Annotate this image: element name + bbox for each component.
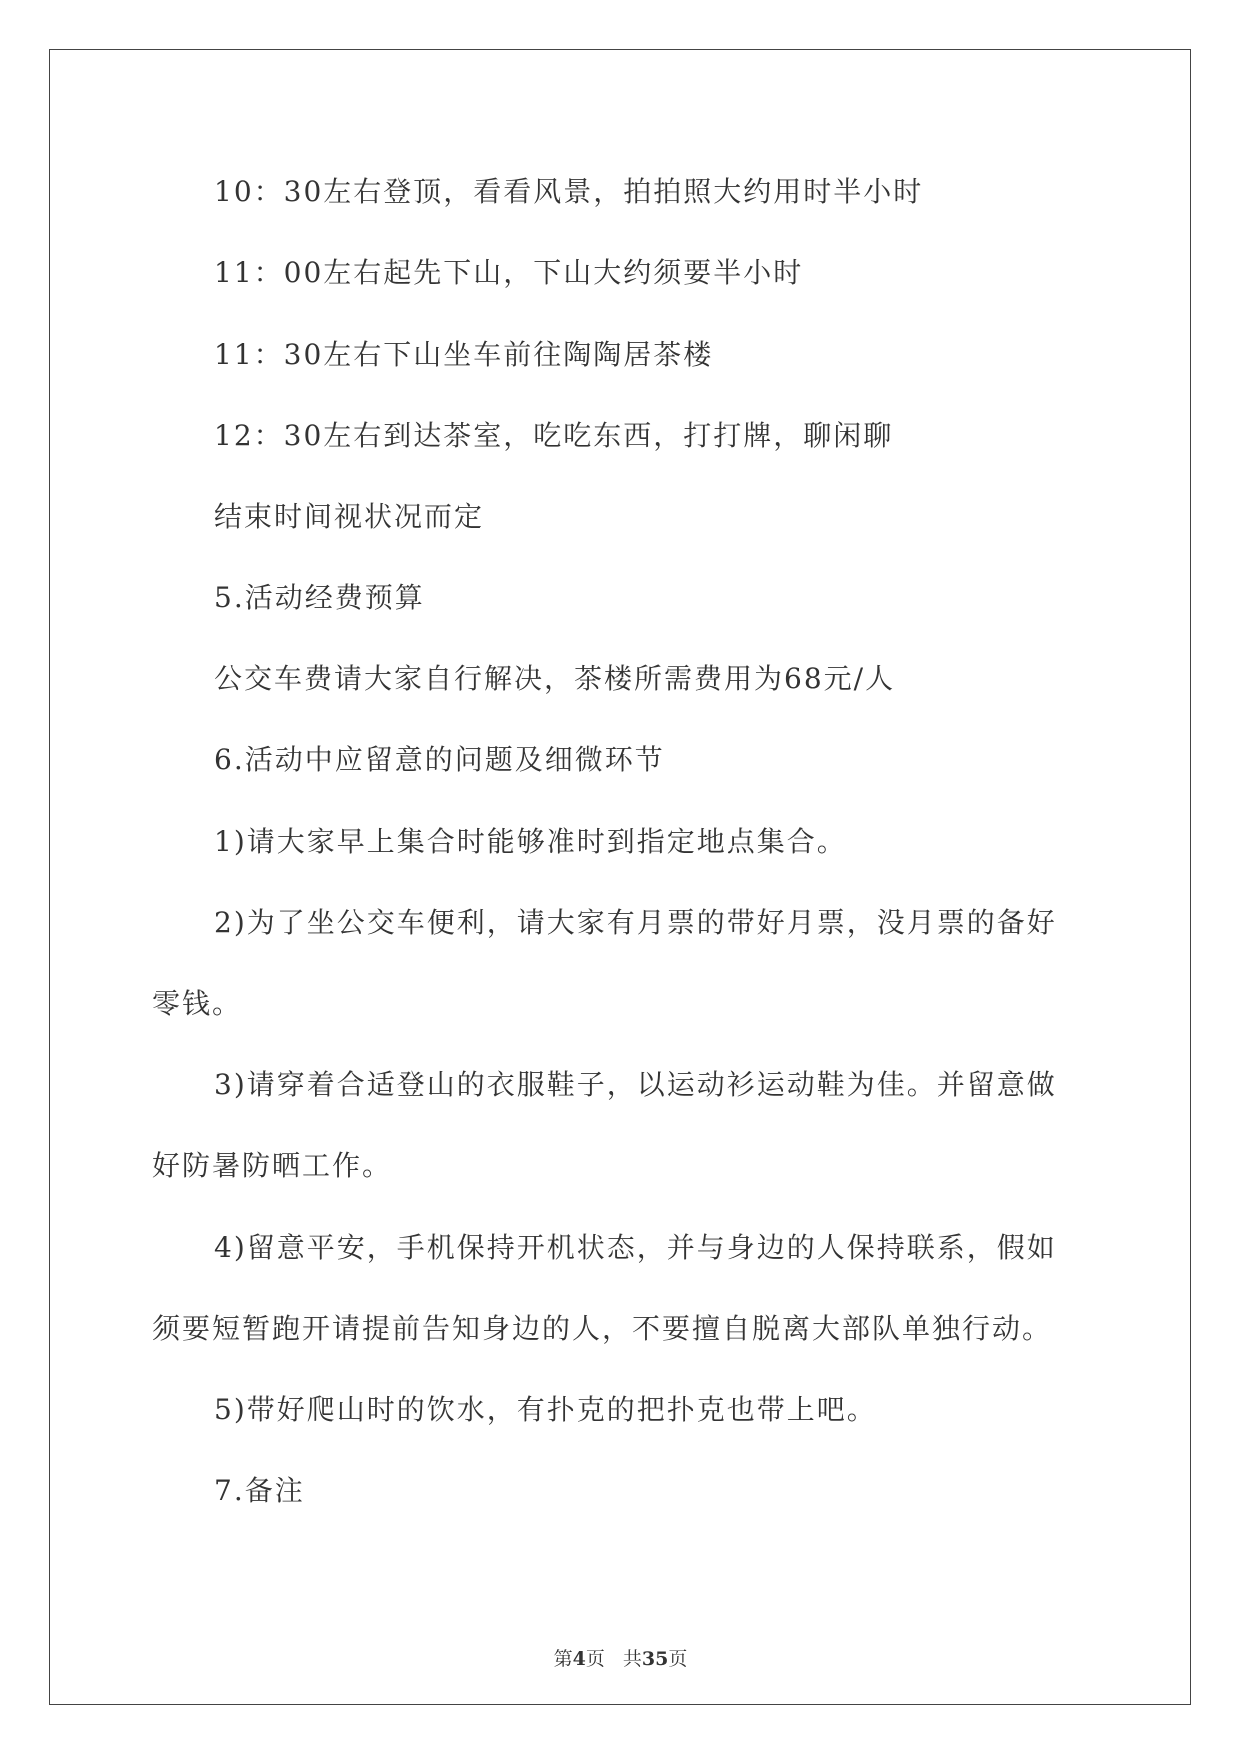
schedule-line: 12：30左右到达茶室，吃吃东西，打打牌，聊闲聊 bbox=[214, 419, 894, 452]
total-page-count: 35 bbox=[641, 1648, 669, 1670]
current-page-number: 4 bbox=[572, 1648, 586, 1670]
page-footer bbox=[0, 1647, 1241, 1671]
list-item: 3)请穿着合适登山的衣服鞋子，以运动衫运动鞋为佳。并留意做 bbox=[214, 1068, 1057, 1101]
list-item-continuation: 须要短暂跑开请提前告知身边的人，不要擅自脱离大部队单独行动。 bbox=[152, 1312, 1053, 1345]
list-item-continuation: 好防暑防晒工作。 bbox=[152, 1149, 393, 1182]
footer-prefix: 第 bbox=[553, 1648, 573, 1670]
page-border bbox=[49, 49, 1191, 1705]
section-heading: 5.活动经费预算 bbox=[214, 581, 425, 614]
footer-page-suffix: 页 bbox=[585, 1648, 605, 1670]
list-item: 1)请大家早上集合时能够准时到指定地点集合。 bbox=[214, 825, 847, 858]
list-item: 2)为了坐公交车便利，请大家有月票的带好月票，没月票的备好 bbox=[214, 906, 1057, 939]
section-heading: 7.备注 bbox=[214, 1474, 305, 1507]
schedule-line: 11：00左右起先下山，下山大约须要半小时 bbox=[214, 256, 804, 289]
list-item: 4)留意平安，手机保持开机状态，并与身边的人保持联系，假如 bbox=[214, 1231, 1057, 1264]
schedule-line: 11：30左右下山坐车前往陶陶居茶楼 bbox=[214, 338, 714, 371]
section-heading: 6.活动中应留意的问题及细微环节 bbox=[214, 743, 665, 776]
body-line: 结束时间视状况而定 bbox=[214, 500, 485, 533]
schedule-line: 10：30左右登顶，看看风景，拍拍照大约用时半小时 bbox=[214, 175, 924, 208]
list-item-continuation: 零钱。 bbox=[152, 987, 243, 1020]
body-line: 公交车费请大家自行解决，茶楼所需费用为68元/人 bbox=[214, 662, 896, 695]
list-item: 5)带好爬山时的饮水，有扑克的把扑克也带上吧。 bbox=[214, 1393, 877, 1426]
footer-total-suffix: 页 bbox=[668, 1648, 688, 1670]
footer-total-prefix: 共 bbox=[622, 1648, 642, 1670]
